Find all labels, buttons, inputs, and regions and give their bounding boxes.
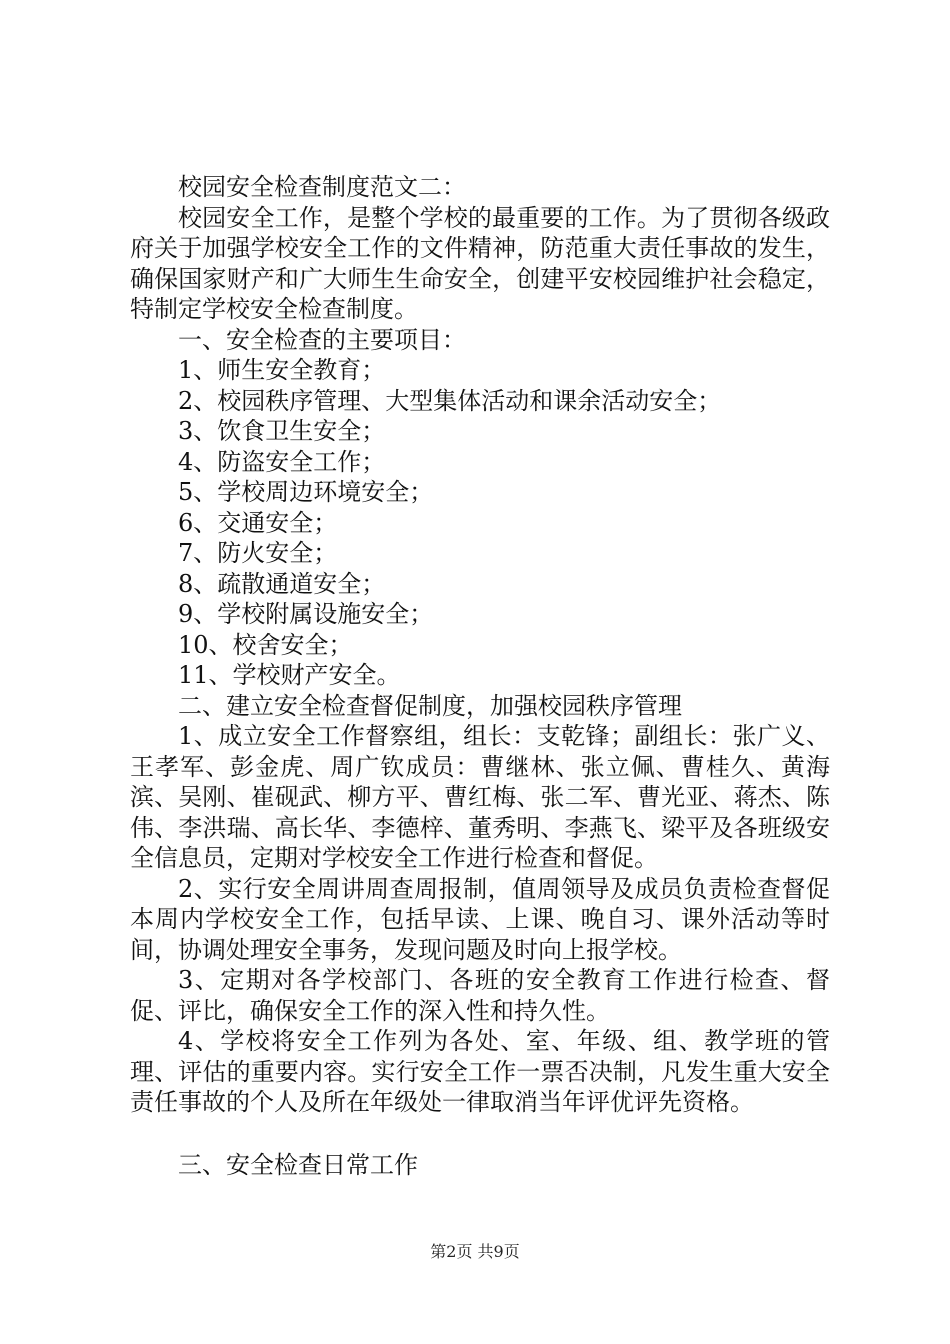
intro-paragraph: 校园安全工作，是整个学校的最重要的工作。为了贯彻各级政府关于加强学校安全工作的文件精神，防范重大责任事故的发生，确保国家财产和广大师生生命安全，创建平安校园维护社会稳定，特制定学校安全检查制度。	[130, 203, 830, 323]
list-item: 4、防盗安全工作；	[178, 447, 386, 476]
list-item: 1、师生安全教育；	[178, 356, 386, 384]
page-number-footer: 第2页 共9页	[430, 1242, 520, 1261]
list-item: 11、学校财产安全。	[178, 661, 401, 689]
section-2-paragraph: 1、成立安全工作督察组，组长：支乾锋；副组长：张广义、王孝军、彭金虎、周广钦成员：曹继林、张立佩、曹桂久、黄海滨、吴刚、崔砚武、柳方平、曹红梅、张二军、曹光亚、蒋杰、陈伟、李洪瑞、高长华、李德梓、董秀明、李燕飞、梁平及各班级安全信息员，定期对学校安全工作进行检查和督促。	[130, 722, 830, 872]
list-item: 10、校舍安全；	[178, 630, 353, 659]
list-item: 2、校园秩序管理、大型集体活动和课余活动安全；	[178, 386, 722, 415]
section-2-title: 二、建立安全检查督促制度，加强校园秩序管理	[178, 691, 682, 720]
document-body	[130, 172, 830, 1118]
section-1-title: 一、安全检查的主要项目：	[178, 325, 466, 354]
list-item: 3、饮食卫生安全；	[178, 417, 386, 445]
section-2-paragraph: 3、定期对各学校部门、各班的安全教育工作进行检查、督促、评比，确保安全工作的深入性和持久性。	[130, 966, 830, 1025]
list-item: 8、疏散通道安全；	[178, 569, 386, 598]
section-2-paragraph: 4、学校将安全工作列为各处、室、年级、组、教学班的管理、评估的重要内容。实行安全工作一票否决制，凡发生重大安全责任事故的个人及所在年级处一律取消当年评优评先资格。	[130, 1027, 830, 1116]
section-2-paragraph: 2、实行安全周讲周查周报制，值周领导及成员负责检查督促本周内学校安全工作，包括早读、上课、晚自习、课外活动等时间，协调处理安全事务，发现问题及时向上报学校。	[130, 874, 830, 964]
list-item: 6、交通安全；	[178, 508, 338, 537]
document-heading: 校园安全检查制度范文二：	[178, 173, 466, 201]
list-item: 5、学校周边环境安全；	[178, 478, 434, 506]
list-item: 9、学校附属设施安全；	[178, 600, 434, 628]
section-3-title: 三、安全检查日常工作	[178, 1151, 418, 1179]
list-item: 7、防火安全；	[178, 539, 338, 567]
